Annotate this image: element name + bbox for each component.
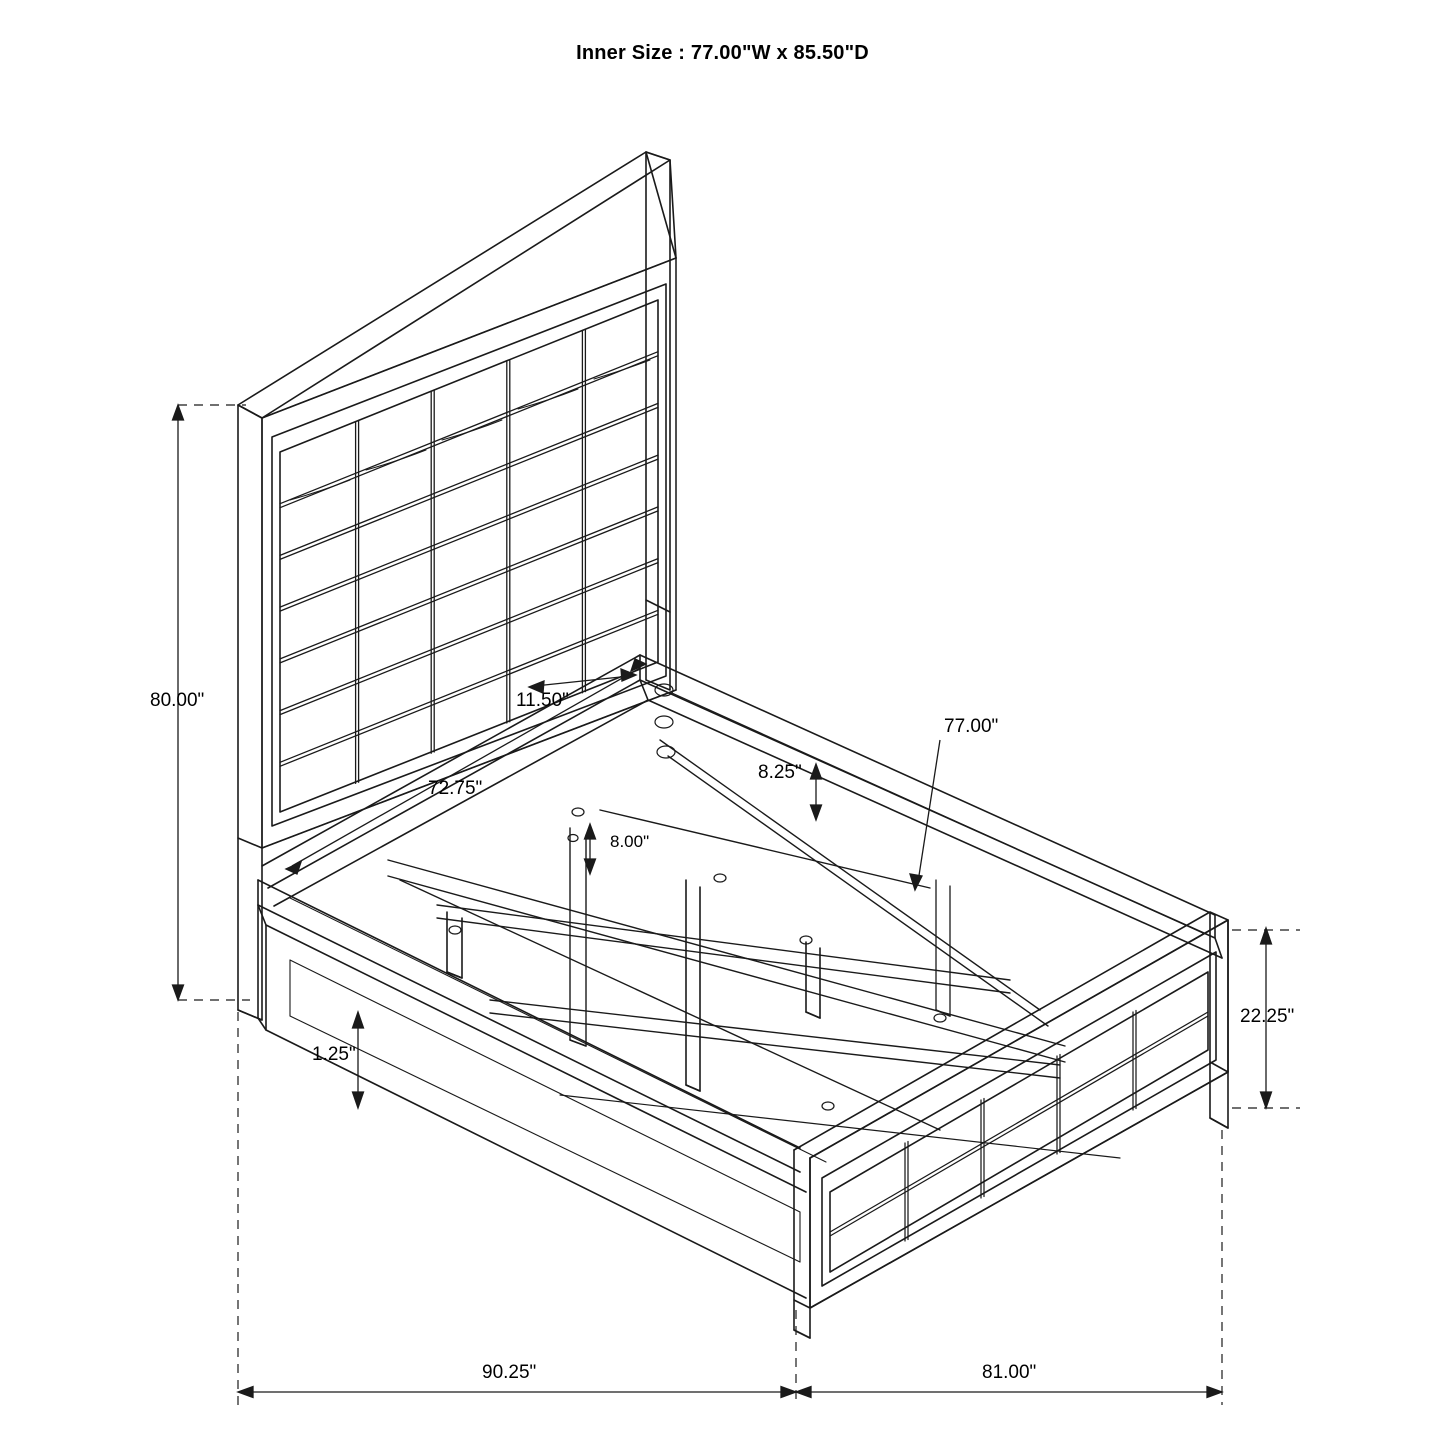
page-title: Inner Size : 77.00"W x 85.50"D — [576, 42, 869, 64]
extension-lines — [178, 405, 1300, 1405]
headboard-inner-border — [272, 284, 666, 826]
headboard-post — [646, 258, 676, 690]
dim-9025-line — [238, 1387, 796, 1398]
dim-label-center-support-height: 8.00" — [610, 832, 650, 851]
dim-label-inner-width: 77.00" — [944, 716, 999, 737]
footboard — [794, 912, 1228, 1338]
dim-label-headboard-height: 80.00" — [150, 690, 205, 711]
side-rail-skirt — [258, 905, 806, 1298]
bed-frame-rails — [258, 655, 1222, 1192]
headboard-tufted-panels — [280, 329, 658, 783]
dim-label-slat-clearance: 8.25" — [758, 762, 802, 783]
dim-label-headboard-panel-width: 72.75" — [428, 778, 483, 799]
dim-8100-line — [796, 1387, 1222, 1398]
dim-7700-leader — [910, 740, 940, 890]
dim-label-footboard-height: 22.25" — [1240, 1006, 1295, 1027]
headboard-frame — [238, 152, 676, 848]
dim-label-headboard-to-rail: 11.50" — [516, 690, 569, 711]
slat-supports — [388, 740, 1120, 1158]
dim-label-overall-width: 81.00" — [982, 1362, 1037, 1383]
dim-825-line — [811, 764, 822, 820]
dim-label-overall-length: 90.25" — [482, 1362, 537, 1383]
dim-label-rail-thickness: 1.25" — [312, 1044, 356, 1065]
